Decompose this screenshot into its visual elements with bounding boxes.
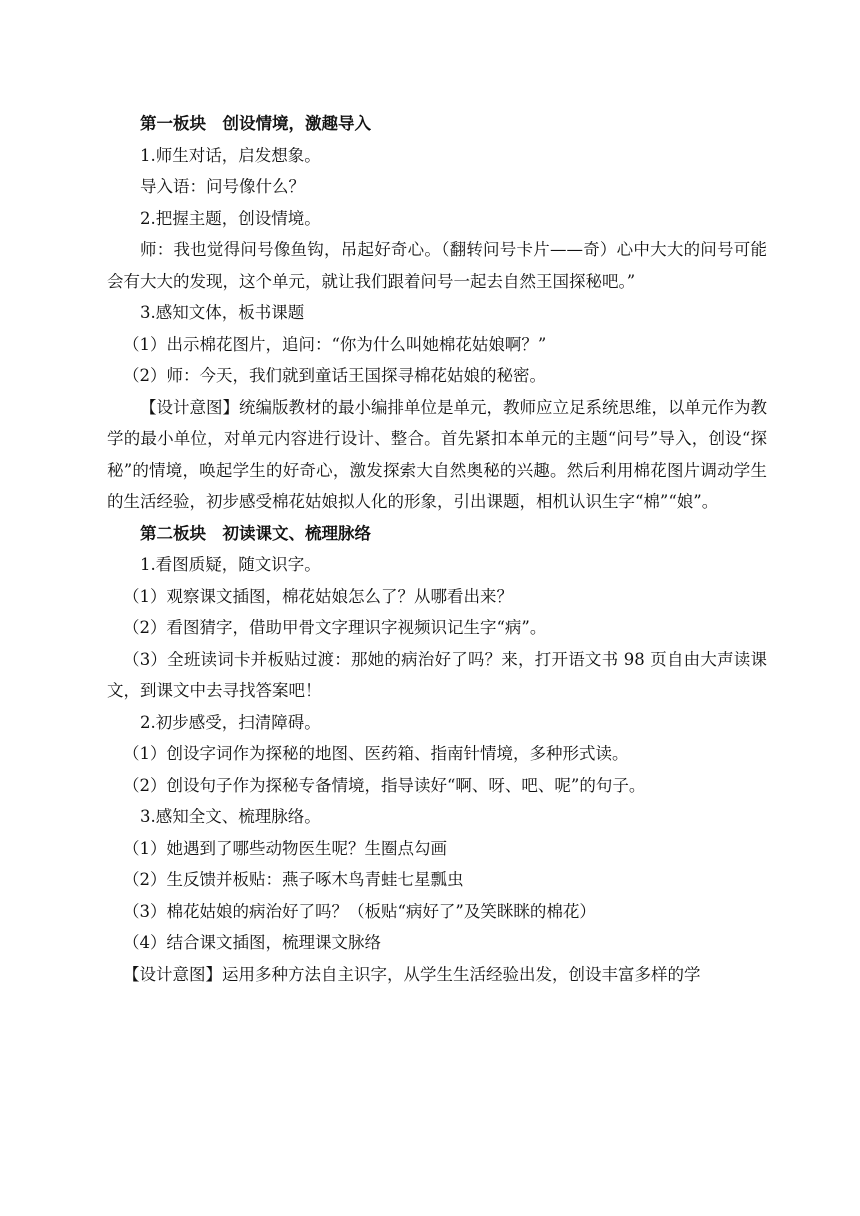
section1-heading: 第一板块 创设情境，激趣导入 [140,114,371,133]
section2-design-note: 【设计意图】运用多种方法自主识字，从学生生活经验出发，创设丰富多样的学 [123,964,701,984]
section2-step1-sub2: （2）看图猜字，借助甲骨文字理识字视频识记生字“病”。 [123,618,547,637]
section2-step3-sub4: （4）结合课文插图，梳理课文脉络 [123,933,381,952]
section2-heading: 第二板块 初读课文、梳理脉络 [140,523,371,543]
section1-design-note: 【设计意图】统编版教材的最小编排单位是单元，教师应立足系统思维，以单元作为教学的最小单位，对单元内容进行设计、整合。首先紧扣本单元的主题“问号”导入，创设“探秘”的情境，唤起学生的好奇心，激发探索大自然奥秘的兴趣。然后利用棉花图片调动学生的生活经验，初步感受棉花姑娘拟人化的形象，引出课题，相机认识生字“棉”“娘”。 [107,397,767,511]
section1-step3: 3.感知文体，板书课题 [140,303,305,322]
section2-step2-sub2: （2）创设句子作为探秘专备情境，指导读好“啊、呀、吧、呢”的句子。 [123,775,646,795]
section1-step3-sub1: （1）出示棉花图片，追问：“你为什么叫她棉花姑娘啊？” [123,334,547,354]
section1-step1-detail: 导入语：问号像什么？ [140,177,305,196]
section1-step1: 1.师生对话，启发想象。 [140,145,321,165]
section2-step3-sub3: （3）棉花姑娘的病治好了吗？（板贴“病好了”及笑眯眯的棉花） [123,901,596,921]
section2-step1: 1.看图质疑，随文识字。 [140,555,321,574]
section1-step3-sub2: （2）师：今天，我们就到童话王国探寻棉花姑娘的秘密。 [123,366,546,385]
document-body [107,108,767,990]
section1-step2-detail: 师：我也觉得问号像鱼钩，吊起好奇心。（翻转问号卡片——奇）心中大大的问号可能会有大大的发现，这个单元，就让我们跟着问号一起去自然王国探秘吧。” [107,240,767,291]
section1-step2: 2.把握主题，创设情境。 [140,208,321,228]
section2-step3-sub1: （1）她遇到了哪些动物医生呢？生圈点勾画 [123,838,447,858]
section2-step3-sub2: （2）生反馈并板贴：燕子啄木鸟青蛙七星瓢虫 [123,870,464,889]
section2-step2-sub1: （1）创设字词作为探秘的地图、医药箱、指南针情境，多种形式读。 [123,744,629,763]
section2-step2: 2.初步感受，扫清障碍。 [140,712,321,732]
section2-step1-sub1: （1）观察课文插图，棉花姑娘怎么了？从哪看出来？ [123,586,513,606]
section2-step3: 3.感知全文、梳理脉络。 [140,807,321,826]
section2-step1-sub3: （3）全班读词卡并板贴过渡：那她的病治好了吗？来，打开语文书 98 页自由大声读课文，到课文中去寻找答案吧！ [107,649,767,700]
